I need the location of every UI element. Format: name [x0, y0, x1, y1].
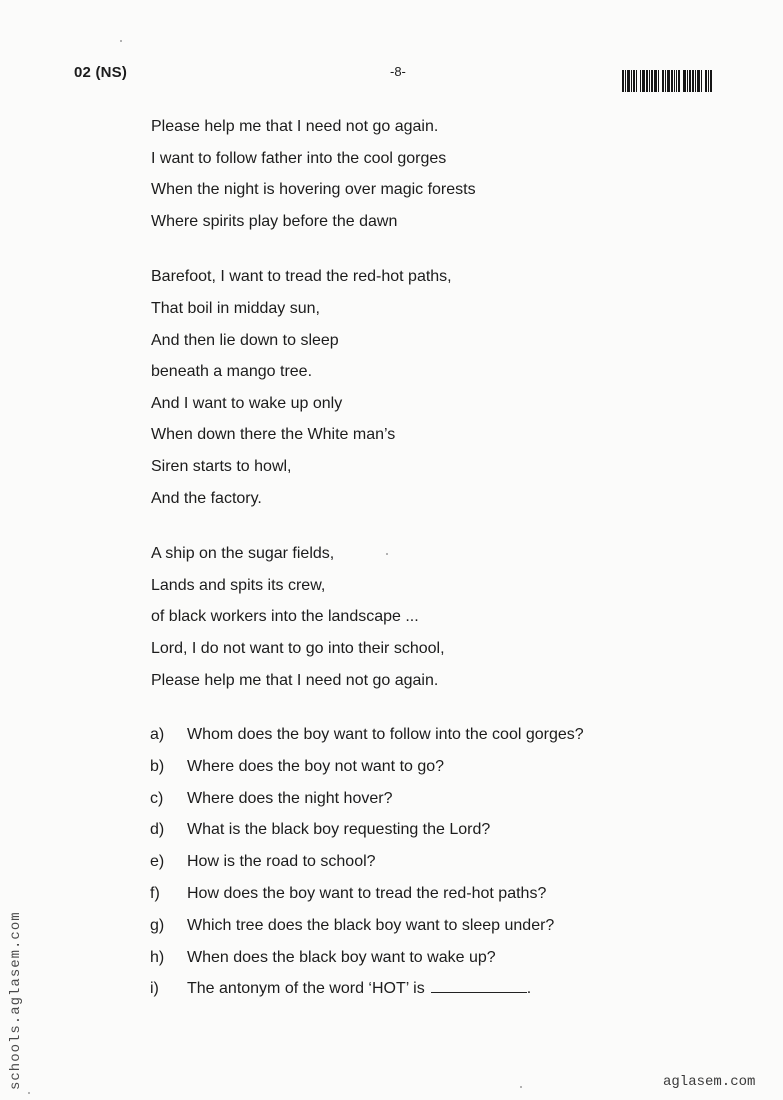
- barcode-bar: [631, 70, 632, 92]
- question-label: e): [150, 853, 165, 871]
- poem: [151, 111, 671, 720]
- barcode-bar: [636, 70, 637, 92]
- barcode-bar: [625, 70, 626, 92]
- poem-line: Lands and spits its crew,: [151, 576, 326, 594]
- paper-code: 02 (NS): [74, 64, 128, 81]
- question-suffix: .: [526, 980, 532, 998]
- question-text: The antonym of the word ‘HOT’ is: [187, 980, 425, 998]
- question-text: Which tree does the black boy want to sleep under?: [187, 916, 555, 934]
- barcode-bar: [678, 70, 680, 92]
- question-e: [150, 846, 670, 878]
- barcode-bar: [695, 70, 696, 92]
- barcode-bar: [674, 70, 675, 92]
- poem-line: Lord, I do not want to go into their school,: [151, 639, 445, 657]
- question-label: a): [150, 726, 165, 743]
- poem-line: of black workers into the landscape ...: [151, 608, 419, 626]
- poem-line: I want to follow father into the cool gorges: [151, 149, 447, 167]
- question-label: f): [150, 884, 160, 902]
- poem-line: Please help me that I need not go again.: [151, 118, 439, 135]
- barcode-bar: [651, 70, 653, 92]
- question-d: [150, 814, 670, 846]
- poem-line: Where spirits play before the dawn: [151, 212, 398, 230]
- poem-line: And the factory.: [151, 489, 262, 507]
- question-label: b): [150, 757, 165, 775]
- scan-speck: [520, 1086, 522, 1088]
- poem-stanza-2: [151, 261, 671, 514]
- barcode-bar: [662, 70, 664, 92]
- barcode-bar: [676, 70, 677, 92]
- barcode-bar: [689, 70, 691, 92]
- barcode-bar: [640, 70, 641, 92]
- scan-speck: [386, 553, 388, 555]
- question-b: [150, 751, 670, 783]
- watermark-right: aglasem.com: [663, 1074, 756, 1090]
- barcode-bar: [665, 70, 666, 92]
- answer-blank: [431, 976, 527, 993]
- barcode-bar: [705, 70, 707, 92]
- barcode-bar: [649, 70, 650, 92]
- barcode-bar: [692, 70, 694, 92]
- poem-line: When down there the White man’s: [151, 426, 396, 444]
- barcode-bar: [633, 70, 635, 92]
- question-c: [150, 783, 670, 815]
- barcode-bar: [687, 70, 688, 92]
- question-label: i): [150, 980, 159, 998]
- question-label: h): [150, 948, 165, 966]
- question-label: c): [150, 789, 164, 807]
- barcode-bar: [627, 70, 630, 92]
- question-a: [150, 719, 670, 751]
- question-text: How does the boy want to tread the red-hot paths?: [187, 884, 547, 902]
- poem-line: And then lie down to sleep: [151, 331, 339, 349]
- barcode-bar: [622, 70, 624, 92]
- barcode-bar: [667, 70, 670, 92]
- barcode-bar: [701, 70, 702, 92]
- question-h: [150, 942, 670, 974]
- scan-speck: [120, 40, 122, 42]
- barcode-bar: [658, 70, 659, 92]
- question-i: [150, 973, 670, 1005]
- question-text-wrap: [187, 973, 670, 1005]
- barcode-bar: [646, 70, 648, 92]
- poem-line: That boil in midday sun,: [151, 299, 320, 317]
- barcode-bar: [683, 70, 686, 92]
- question-f: [150, 878, 670, 910]
- watermark-left: schools.aglasem.com: [8, 911, 24, 1090]
- question-text: What is the black boy requesting the Lord?: [187, 821, 491, 839]
- barcode-icon: [622, 70, 728, 92]
- poem-line: beneath a mango tree.: [151, 363, 313, 381]
- barcode-bar: [671, 70, 673, 92]
- poem-line: Please help me that I need not go again.: [151, 671, 439, 689]
- poem-stanza-1: [151, 111, 671, 237]
- question-text: Where does the night hover?: [187, 789, 393, 807]
- poem-line: A ship on the sugar fields,: [151, 545, 335, 563]
- barcode-bar: [710, 70, 712, 92]
- barcode-bar: [708, 70, 709, 92]
- scan-speck: [28, 1092, 30, 1094]
- barcode-bar: [654, 70, 657, 92]
- question-g: [150, 910, 670, 942]
- poem-line: Siren starts to howl,: [151, 457, 292, 475]
- question-text: Whom does the boy want to follow into the cool gorges?: [187, 726, 584, 743]
- page-number: -8-: [390, 64, 406, 79]
- poem-line: When the night is hovering over magic forests: [151, 181, 476, 199]
- poem-line: Barefoot, I want to tread the red-hot paths,: [151, 268, 452, 286]
- question-list: [150, 719, 670, 1005]
- question-label: d): [150, 821, 165, 839]
- question-text: When does the black boy want to wake up?: [187, 948, 496, 966]
- barcode-bar: [642, 70, 645, 92]
- poem-line: And I want to wake up only: [151, 394, 343, 412]
- barcode-bar: [697, 70, 700, 92]
- question-text: How is the road to school?: [187, 853, 376, 871]
- question-text: Where does the boy not want to go?: [187, 757, 445, 775]
- poem-stanza-3: [151, 538, 671, 696]
- question-label: g): [150, 916, 165, 934]
